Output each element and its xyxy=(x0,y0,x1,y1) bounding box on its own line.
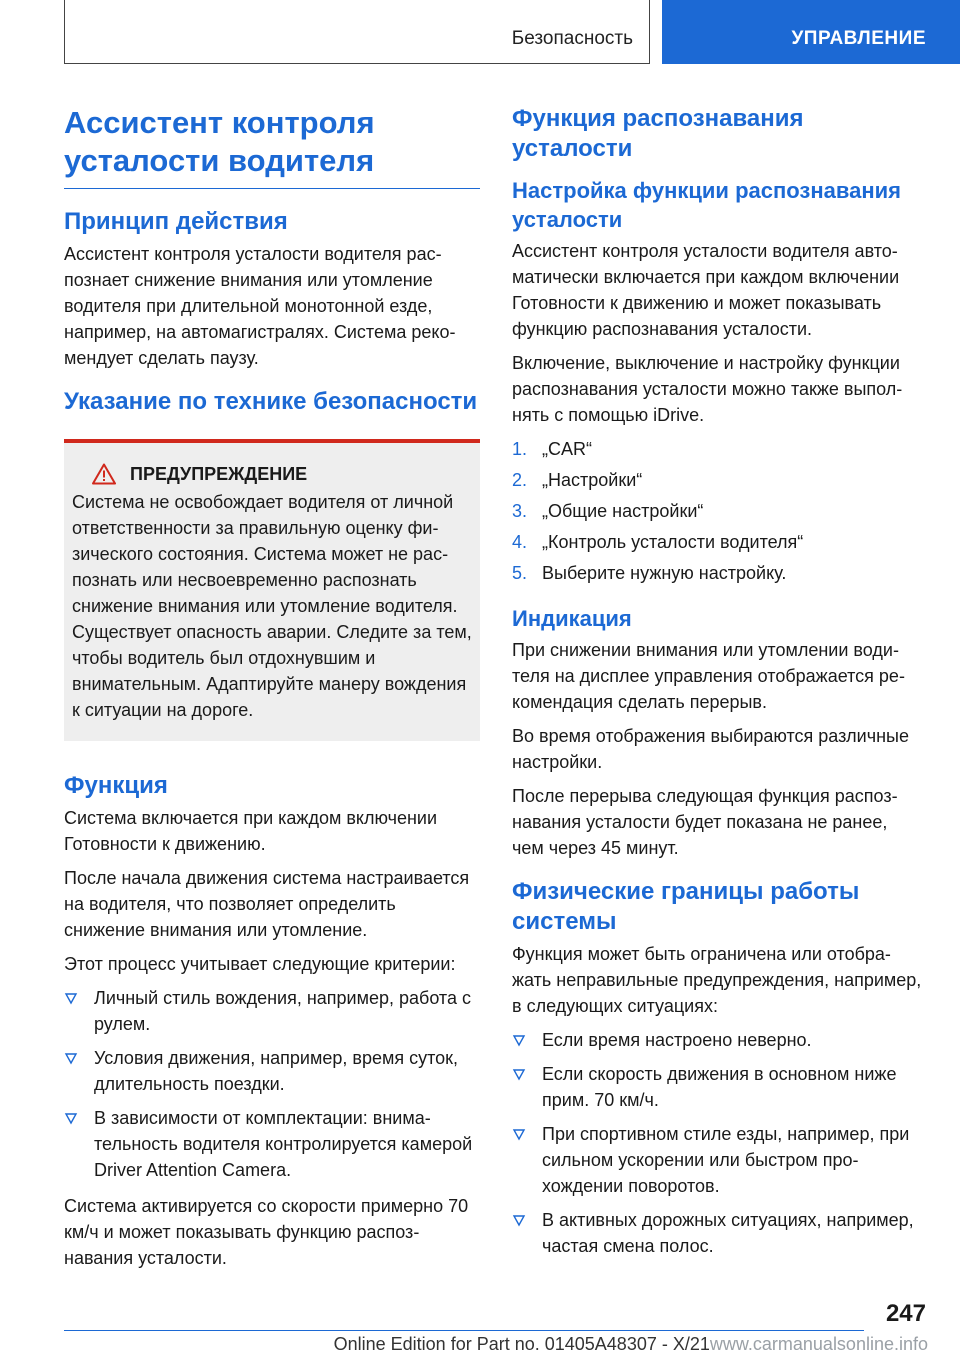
list-item xyxy=(512,467,924,493)
bullet-triangle-icon xyxy=(64,1105,78,1131)
bullet-triangle-icon xyxy=(512,1061,526,1087)
display-text-1: При снижении внимания или утомлении водителя на дисплее управления отображается рекомендация сделать перерыв. xyxy=(512,640,905,712)
limits-item-text: В активных дорожных ситуациях, например, частая смена полос. xyxy=(542,1210,914,1256)
function-text-1: Система включается при каждом включении Готовности к движению. xyxy=(64,808,438,854)
step-text: „CAR“ xyxy=(542,439,592,459)
criteria-text: Условия движения, например, время суток, длительность поездки. xyxy=(94,1048,459,1094)
criteria-text: В зависимости от комплектации: внимательность водителя контролируется камерой Driver Attention Camera. xyxy=(94,1108,473,1180)
limits-text: Функция может быть ограничена или отображать неправильные предупреждения, например, в следующих ситуациях: xyxy=(512,944,922,1016)
page-number: 247 xyxy=(885,1300,926,1327)
limits-item-text: Если время настроено неверно. xyxy=(542,1030,812,1050)
bullet-triangle-icon xyxy=(512,1027,526,1053)
step-number: 2. xyxy=(512,470,528,490)
bullet-triangle-icon xyxy=(64,985,78,1011)
list-item xyxy=(512,1027,924,1053)
idrive-steps xyxy=(512,436,924,586)
limits-heading: Физические границы работы системы xyxy=(512,878,860,935)
setup-heading: Настройка функции распознавания усталости xyxy=(512,178,901,232)
display-heading: Индикация xyxy=(512,606,632,631)
limits-item-text: При спортивном стиле езды, например, при сильном ускорении или быстром прохождении поворотов. xyxy=(542,1124,910,1196)
step-text: „Контроль усталости водителя“ xyxy=(542,532,804,552)
setup-text-1: Ассистент контроля усталости водителя автоматически включается при каждом включении Готовности к движению и может показывать функцию распознавания усталости. xyxy=(512,241,900,339)
safety-heading: Указание по технике безопасности xyxy=(64,388,478,415)
warning-triangle-icon xyxy=(92,463,116,485)
list-item xyxy=(64,1045,480,1097)
list-item xyxy=(512,529,924,555)
criteria-text: Личный стиль вождения, например, работа с рулем. xyxy=(94,988,471,1034)
header-chapter-tab xyxy=(662,0,960,64)
section-title-right: Функция распознавания усталости xyxy=(512,105,804,162)
list-item xyxy=(512,560,924,586)
list-item xyxy=(512,498,924,524)
display-text-2: Во время отображения выбираются различные настройки. xyxy=(512,726,909,772)
step-text: „Настройки“ xyxy=(542,470,643,490)
step-number: 3. xyxy=(512,501,528,521)
header-section-tab xyxy=(64,0,650,64)
footer-edition xyxy=(334,1334,928,1355)
limits-list xyxy=(512,1027,924,1259)
list-item xyxy=(64,1105,480,1183)
footer-divider xyxy=(64,1330,864,1331)
principle-text: Ассистент контроля усталости водителя распознает снижение внимания или утомление водителя при длительной монотонной езде, например, на автомагистралях. Система рекомендует сделать паузу. xyxy=(64,244,456,368)
limits-item-text: Если скорость движения в основном ниже прим. 70 км/ч. xyxy=(542,1064,897,1110)
list-item xyxy=(64,985,480,1037)
header-section-label: Безопасность xyxy=(511,28,633,49)
step-text: „Общие настройки“ xyxy=(542,501,704,521)
function-heading: Функция xyxy=(64,772,168,799)
step-number: 1. xyxy=(512,439,528,459)
header-chapter-label: УПРАВЛЕНИЕ xyxy=(791,28,926,49)
function-text-4: Система активируется со скорости примерно 70 км/ч и может показывать функцию распознавания усталости. xyxy=(64,1196,469,1268)
function-text-3: Этот процесс учитывает следующие критерии: xyxy=(64,954,456,974)
step-number: 4. xyxy=(512,532,528,552)
list-item xyxy=(512,436,924,462)
step-text: Выберите нужную настройку. xyxy=(542,563,787,583)
criteria-list xyxy=(64,985,480,1183)
warning-title: ПРЕДУПРЕЖДЕНИЕ xyxy=(130,463,308,484)
left-column xyxy=(64,104,480,1279)
warning-box xyxy=(64,439,480,741)
right-column xyxy=(512,104,924,1269)
list-item xyxy=(512,1207,924,1259)
bullet-triangle-icon xyxy=(512,1121,526,1147)
list-item xyxy=(512,1061,924,1113)
bullet-triangle-icon xyxy=(512,1207,526,1233)
function-text-2: После начала движения система настраивается на водителя, что позволяет определить снижение внимания или утомление. xyxy=(64,868,470,940)
list-item xyxy=(512,1121,924,1199)
setup-text-2: Включение, выключение и настройку функции распознавания усталости можно также выполнять с помощью iDrive. xyxy=(512,353,903,425)
warning-text: Система не освобождает водителя от личной ответственности за правильную оценку физического состояния. Система может не распознать или несвоевременно распознать снижение внимания или утомление водителя. Существует опасность аварии. Следите за тем, чтобы водитель был отдохнувшим и внимательным. Адаптируйте манеру вождения к ситуации на дороге. xyxy=(72,492,472,720)
bullet-triangle-icon xyxy=(64,1045,78,1071)
step-number: 5. xyxy=(512,563,528,583)
principle-heading: Принцип действия xyxy=(64,208,288,235)
edition-text: Online Edition for Part no. 01405A48307 - X/21 xyxy=(333,1334,710,1354)
watermark-text: www.carmanualsonline.info xyxy=(709,1334,928,1354)
page-title: Ассистент контроля усталости водителя xyxy=(64,105,375,178)
title-divider xyxy=(64,188,480,189)
display-text-3: После перерыва следующая функция распознавания усталости будет показана не ранее, чем через 45 минут. xyxy=(512,786,898,858)
